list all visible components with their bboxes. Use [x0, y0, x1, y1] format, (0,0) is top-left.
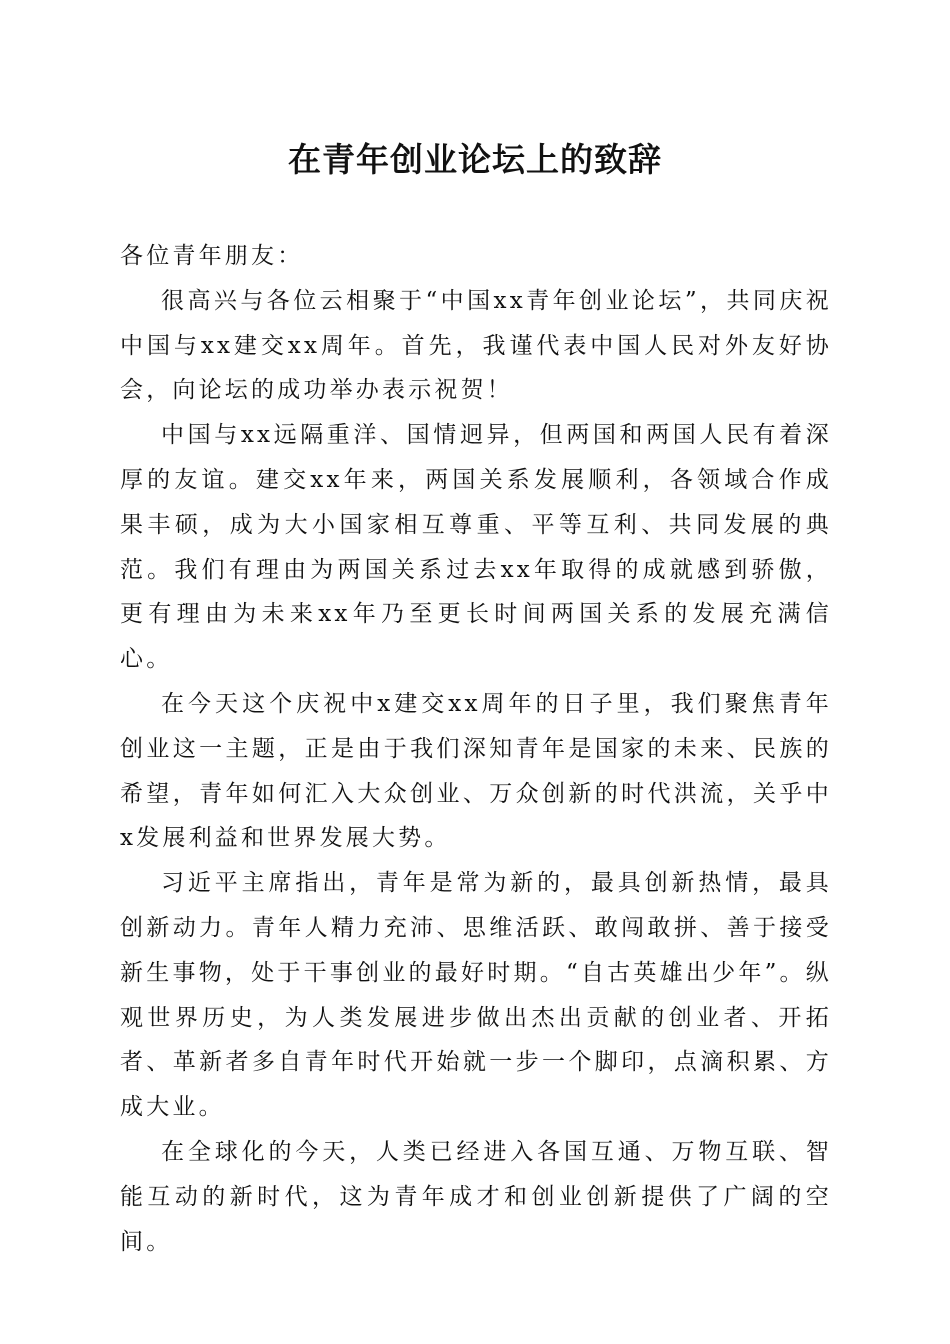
paragraph: 在今天这个庆祝中x建交xx周年的日子里，我们聚焦青年创业这一主题，正是由于我们深知青年是国家的未来、民族的希望，青年如何汇入大众创业、万众创新的时代洪流，关乎中x发展利益和世界发展大势。: [120, 690, 832, 852]
paragraph: 很高兴与各位云相聚于“中国xx青年创业论坛”，共同庆祝中国与xx建交xx周年。首先，我谨代表中国人民对外友好协会，向论坛的成功举办表示祝贺！: [120, 287, 832, 404]
document-body: [120, 234, 832, 1264]
paragraph: 中国与xx远隔重洋、国情迥异，但两国和两国人民有着深厚的友谊。建交xx年来，两国关系发展顺利，各领域合作成果丰硕，成为大小国家相互尊重、平等互利、共同发展的典范。我们有理由为两国关系过去xx年取得的成就感到骄傲，更有理由为未来xx年乃至更长时间两国关系的发展充满信心。: [120, 422, 832, 673]
paragraph: 习近平主席指出，青年是常为新的，最具创新热情，最具创新动力。青年人精力充沛、思维活跃、敢闯敢拼、善于接受新生事物，处于干事创业的最好时期。“自古英雄出少年”。纵观世界历史，为人类发展进步做出杰出贡献的创业者、开拓者、革新者多自青年时代开始就一步一个脚印，点滴积累、方成大业。: [120, 870, 832, 1121]
paragraph: 在全球化的今天，人类已经进入各国互通、万物互联、智能互动的新时代，这为青年成才和创业创新提供了广阔的空间。: [120, 1138, 832, 1255]
document-title: 在青年创业论坛上的致辞: [288, 140, 662, 179]
salutation: 各位青年朋友：: [120, 243, 304, 269]
